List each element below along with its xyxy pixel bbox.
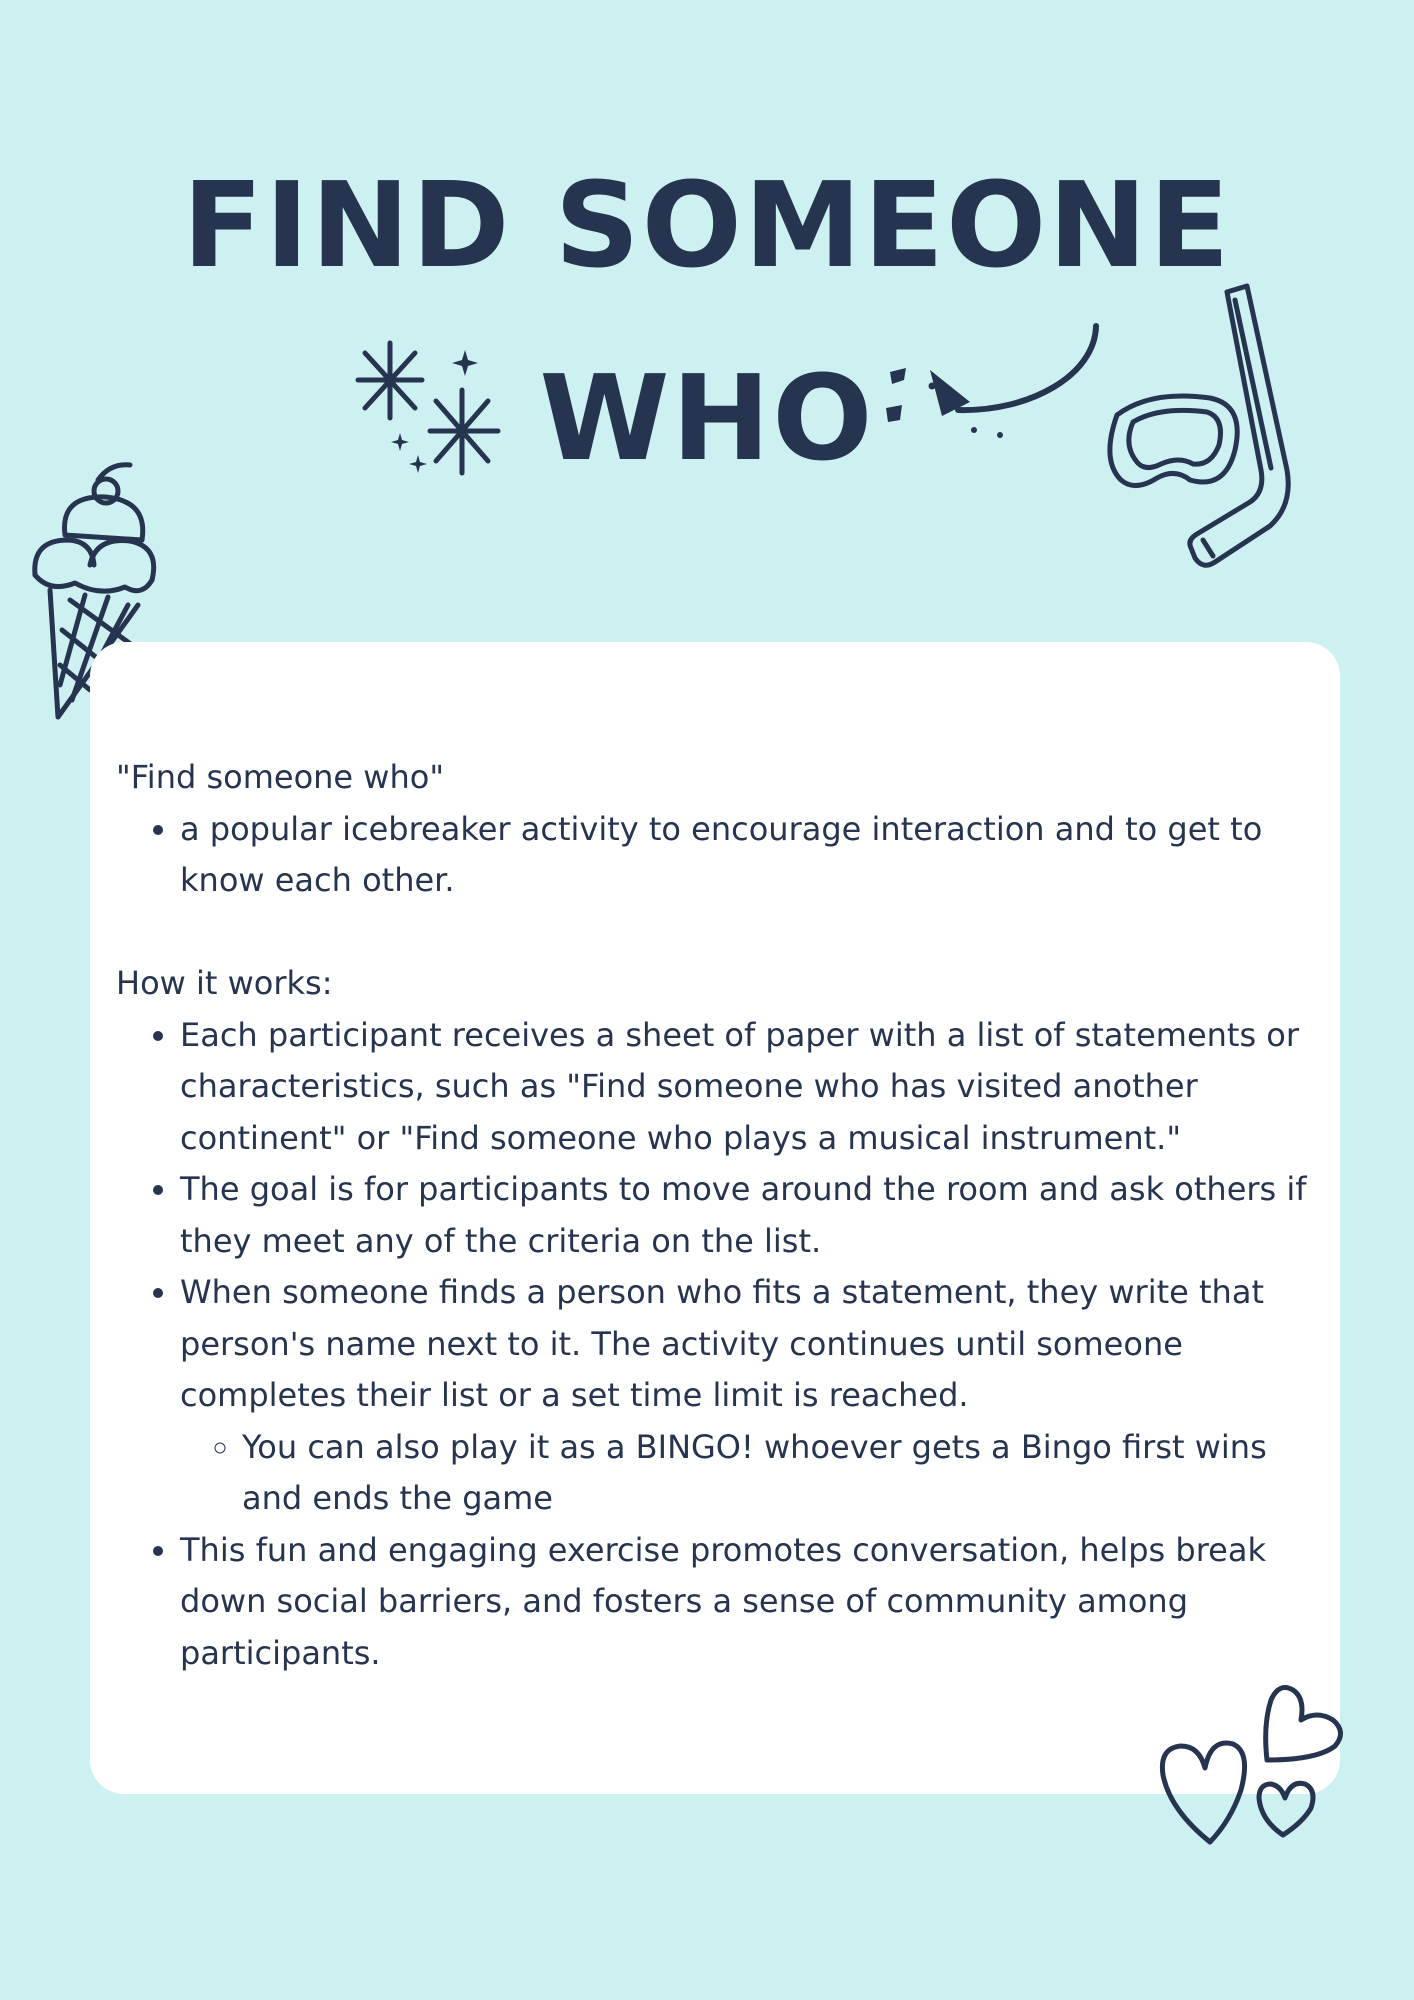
- intro-list: [116, 804, 1316, 907]
- sub-list: [180, 1422, 1316, 1525]
- how-it-works-heading: How it works:: [116, 964, 333, 1002]
- sparkle-icon: [350, 338, 520, 483]
- sub-list-item: ◦ You can also play it as a BINGO! whoever gets a Bingo first wins and ends the game: [242, 1422, 1316, 1525]
- paragraph-spacer: [116, 907, 1316, 959]
- page-title: FIND SOMEONE: [182, 156, 1232, 294]
- content-body: [116, 752, 1316, 1679]
- arrow-icon: [880, 320, 1105, 455]
- list-item: • Each participant receives a sheet of paper with a list of statements or characteristics, such as "Find someone who has visited another continent" or "Find someone who plays a musical instrument.": [180, 1010, 1316, 1165]
- hearts-icon: [1155, 1680, 1355, 1850]
- how-it-works-list: [116, 1010, 1316, 1680]
- list-item: [180, 1267, 1316, 1525]
- list-item: • This fun and engaging exercise promotes conversation, helps break down social barriers, and fosters a sense of community among participants.: [180, 1525, 1316, 1680]
- list-item: • The goal is for participants to move around the room and ask others if they meet any of the criteria on the list.: [180, 1164, 1316, 1267]
- page-title-line-2: WHO: [539, 349, 875, 487]
- intro-bullet: • a popular icebreaker activity to encourage interaction and to get to know each other.: [180, 804, 1316, 907]
- snorkel-mask-icon: [1095, 280, 1310, 580]
- list-item-text: When someone finds a person who fits a statement, they write that person's name next to it. The activity continues until someone completes their list or a set time limit is reached.: [180, 1273, 1264, 1414]
- intro-heading: "Find someone who": [116, 758, 445, 796]
